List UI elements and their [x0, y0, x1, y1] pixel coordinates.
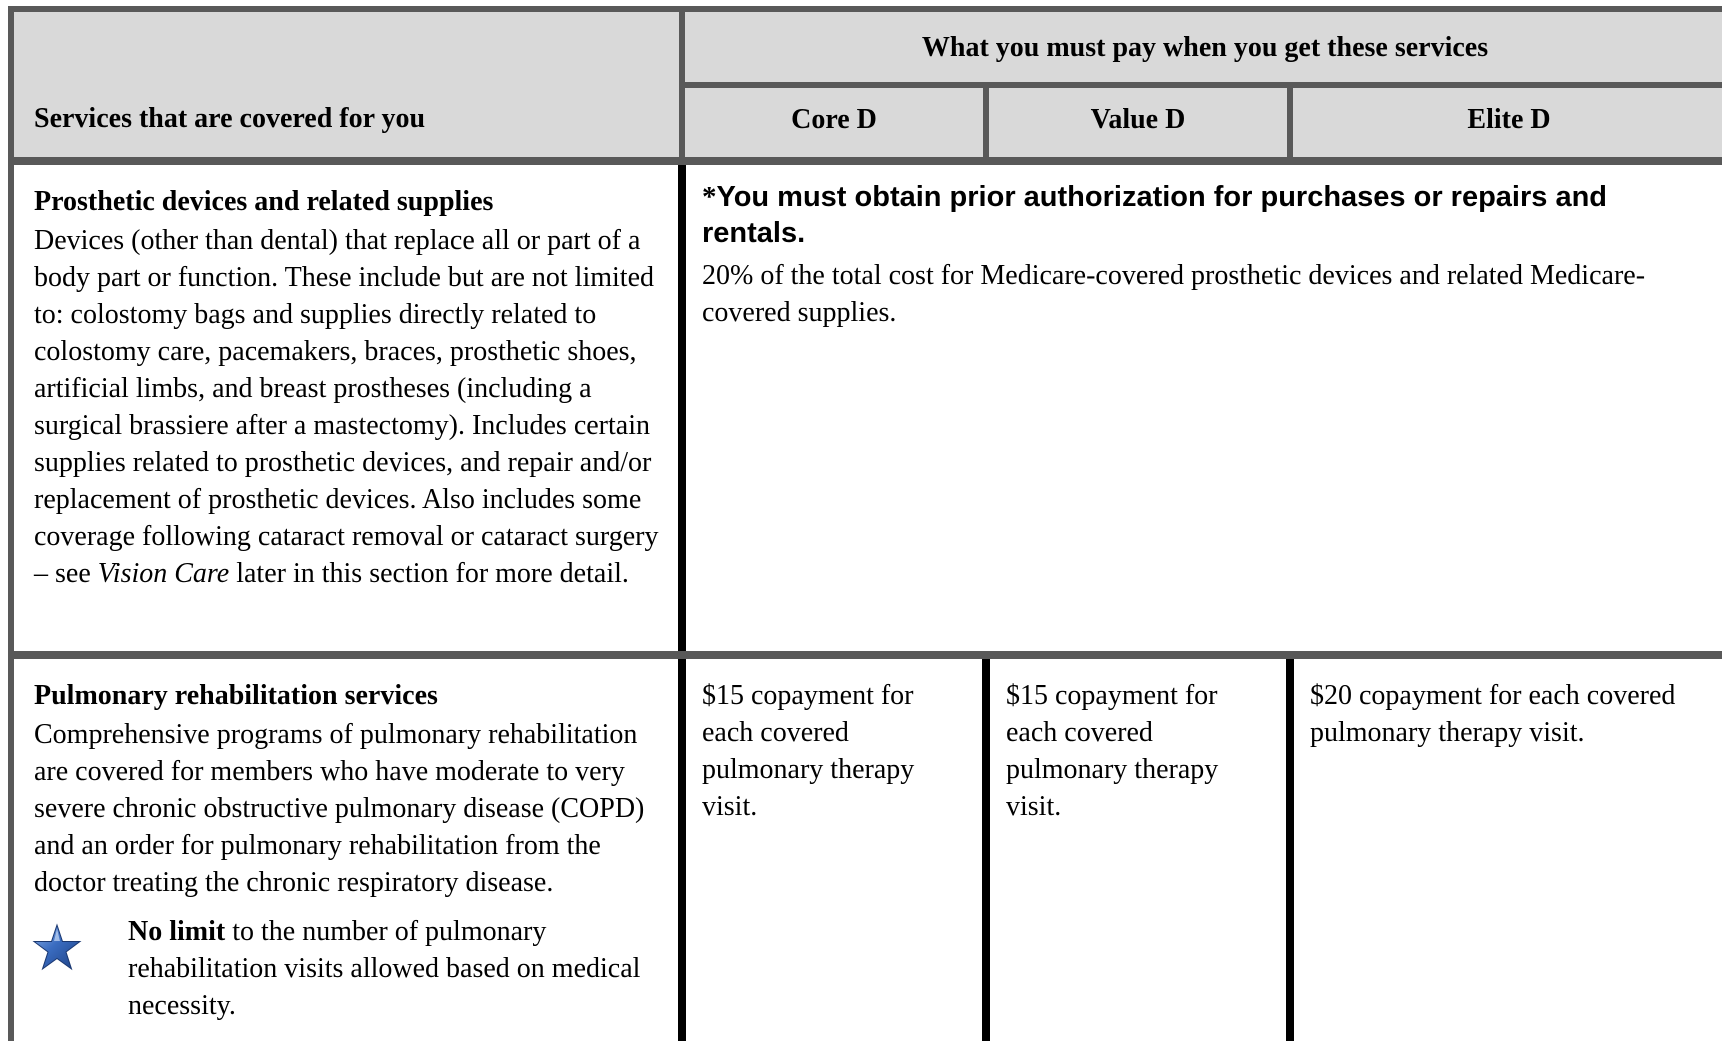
service-cell-pulmonary — [11, 655, 682, 1041]
star-icon — [32, 923, 82, 973]
service-title: Prosthetic devices and related supplies — [34, 186, 494, 217]
prior-authorization-text: You must obtain prior authorization for purchases or repairs and rentals. — [702, 181, 1608, 249]
description-text-end: later in this section for more detail. — [229, 558, 629, 589]
header-plan-value-d: Value D — [986, 85, 1290, 161]
service-title: Pulmonary rehabilitation services — [34, 680, 438, 711]
table-row — [11, 655, 1722, 1041]
no-limit-note — [128, 913, 662, 1024]
preventive-star-note — [34, 913, 662, 1024]
service-cell-prosthetic — [11, 161, 682, 655]
cost-cell-prosthetic — [682, 161, 1722, 655]
cost-text: 20% of the total cost for Medicare-covered prosthetic devices and related Medicare-covered supplies. — [702, 260, 1646, 328]
table-row — [11, 161, 1722, 655]
header-plan-elite-d: Elite D — [1290, 85, 1722, 161]
benefits-table — [8, 6, 1722, 1041]
header-what-you-pay: What you must pay when you get these services — [682, 9, 1722, 85]
no-limit-text: to the number of pulmonary rehabilitation visits allowed based on medical necessity. — [128, 916, 641, 1021]
cost-cell-value-d: $15 copayment for each covered pulmonary therapy visit. — [986, 655, 1290, 1041]
header-services-covered: Services that are covered for you — [11, 9, 682, 161]
description-text: Devices (other than dental) that replace all or part of a body part or function. These include but are not limited to: colostomy bags and supplies directly related to colostomy care, pacemakers, braces, prosthetic shoes, artificial limbs, and breast prostheses (including a surgical brassiere after a mastectomy). Includes certain supplies related to prosthetic devices, and repair and/or replacement of prosthetic devices. Also includes some coverage following cataract removal or cataract surgery – see — [34, 225, 659, 589]
cost-cell-core-d: $15 copayment for each covered pulmonary therapy visit. — [682, 655, 986, 1041]
cost-cell-elite-d: $20 copayment for each covered pulmonary therapy visit. — [1310, 680, 1676, 748]
vision-care-reference: Vision Care — [97, 558, 230, 589]
prior-authorization-note — [702, 179, 1711, 251]
service-description: Comprehensive programs of pulmonary rehabilitation are covered for members who have moderate to very severe chronic obstructive pulmonary disease (COPD) and an order for pulmonary rehabilitation from the doctor treating the chronic respiratory disease. — [34, 719, 645, 898]
no-limit-label: No limit — [128, 916, 226, 947]
header-plan-core-d: Core D — [682, 85, 986, 161]
service-description — [34, 222, 662, 592]
asterisk: * — [702, 181, 717, 213]
